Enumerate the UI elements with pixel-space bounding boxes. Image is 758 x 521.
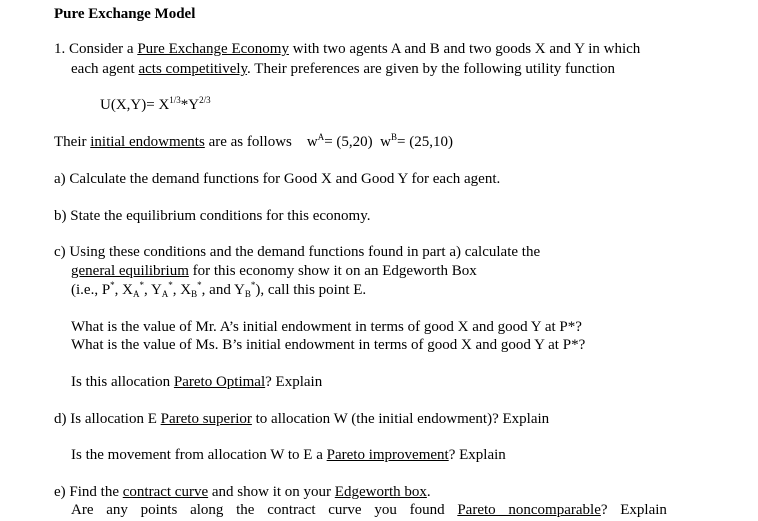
part-a: a) Calculate the demand functions for Good X and Good Y for each agent. [54, 171, 501, 187]
part-b: b) State the equilibrium conditions for this economy. [54, 208, 371, 224]
part-d [54, 410, 549, 428]
pareto-text: ? Explain [265, 374, 323, 390]
w-symbol: w [306, 134, 318, 150]
part-e-line-2 [71, 501, 667, 519]
question-number: 1. [54, 41, 66, 57]
eq-text: , Y [144, 282, 162, 298]
eq-text: (i.e., P [71, 282, 111, 298]
q1-text: each agent [71, 61, 139, 77]
eq-text: , and Y [201, 282, 245, 298]
part-c-line-1: c) Using these conditions and the demand functions found in part a) calculate the [54, 244, 541, 260]
utility-prefix: U(X,Y)= X [100, 97, 170, 113]
part-e-text: e) Find the [54, 484, 123, 500]
q1-text: . Their preferences are given by the following utility function [247, 61, 615, 77]
question-1-line-1 [54, 40, 640, 58]
term-pareto-superior: Pareto superior [160, 411, 252, 427]
part-e-text: Are any points along the contract curve you found [71, 502, 458, 518]
part-c-text: for this economy show it on an Edgeworth Box [188, 263, 477, 279]
agent-a-superscript: A [317, 132, 325, 142]
term-pareto-improvement: Pareto improvement [326, 447, 449, 463]
pareto-improvement-question [71, 446, 506, 464]
star-sup: * [250, 280, 256, 290]
term-pareto-optimal: Pareto Optimal [173, 374, 266, 390]
endow-text: are as follows [204, 134, 292, 150]
eq-text: , X [172, 282, 192, 298]
endowment-a [307, 134, 373, 150]
term-pure-exchange-economy: Pure Exchange Economy [137, 41, 289, 57]
agent-sub: A [161, 289, 169, 299]
part-c-line-3 [71, 281, 366, 299]
endow-text: Their [54, 134, 91, 150]
part-d-text: d) Is allocation E [54, 411, 161, 427]
question-1-line-2 [71, 60, 615, 78]
question-value-a: What is the value of Mr. A’s initial endowment in terms of good X and good Y at P*? [71, 319, 582, 335]
eq-text: , X [114, 282, 134, 298]
part-d-text: to allocation W (the initial endowment)? Explain [251, 411, 550, 427]
utility-mid: *Y [180, 97, 200, 113]
exponent-y: 2/3 [199, 95, 211, 105]
agent-b-superscript: B [391, 132, 398, 142]
q1-text: with two agents A and B and two goods X and Y in which [288, 41, 641, 57]
agent-sub: B [191, 289, 198, 299]
star-sup: * [168, 280, 173, 290]
pareto-optimal-question [71, 373, 322, 391]
eq-text: ), call this point E. [255, 282, 367, 298]
part-e-text: and show it on your [208, 484, 335, 500]
exponent-x: 1/3 [169, 95, 181, 105]
part-d-text: ? Explain [448, 447, 506, 463]
utility-function [100, 96, 211, 114]
term-acts-competitively: acts competitively [138, 61, 248, 77]
w-symbol: w [380, 134, 392, 150]
agent-sub: A [133, 289, 140, 299]
endowments-line [54, 133, 453, 151]
term-contract-curve: contract curve [122, 484, 209, 500]
part-d-text: Is the movement from allocation W to E a [71, 447, 327, 463]
star-sup: * [197, 280, 202, 290]
q1-text: Consider a [69, 41, 138, 57]
document-title: Pure Exchange Model [54, 6, 196, 22]
term-edgeworth-box: Edgeworth box [334, 484, 427, 500]
part-c-line-2 [71, 262, 477, 280]
star-sup: * [110, 280, 115, 290]
part-e-text: . [426, 484, 431, 500]
part-e-text: ? Explain [600, 502, 667, 518]
part-e-line-1 [54, 483, 431, 501]
term-general-equilibrium: general equilibrium [71, 263, 189, 279]
question-value-b: What is the value of Ms. B’s initial endowment in terms of good X and good Y at P*? [71, 337, 586, 353]
pareto-text: Is this allocation [71, 374, 174, 390]
term-initial-endowments: initial endowments [90, 134, 205, 150]
term-pareto-noncomparable: Pareto noncomparable [457, 502, 601, 518]
endowment-b [380, 134, 453, 150]
agent-sub: B [244, 289, 251, 299]
endowment-a-value: = (5,20) [324, 134, 373, 150]
star-sup: * [139, 280, 145, 290]
endowment-b-value: = (25,10) [397, 134, 453, 150]
